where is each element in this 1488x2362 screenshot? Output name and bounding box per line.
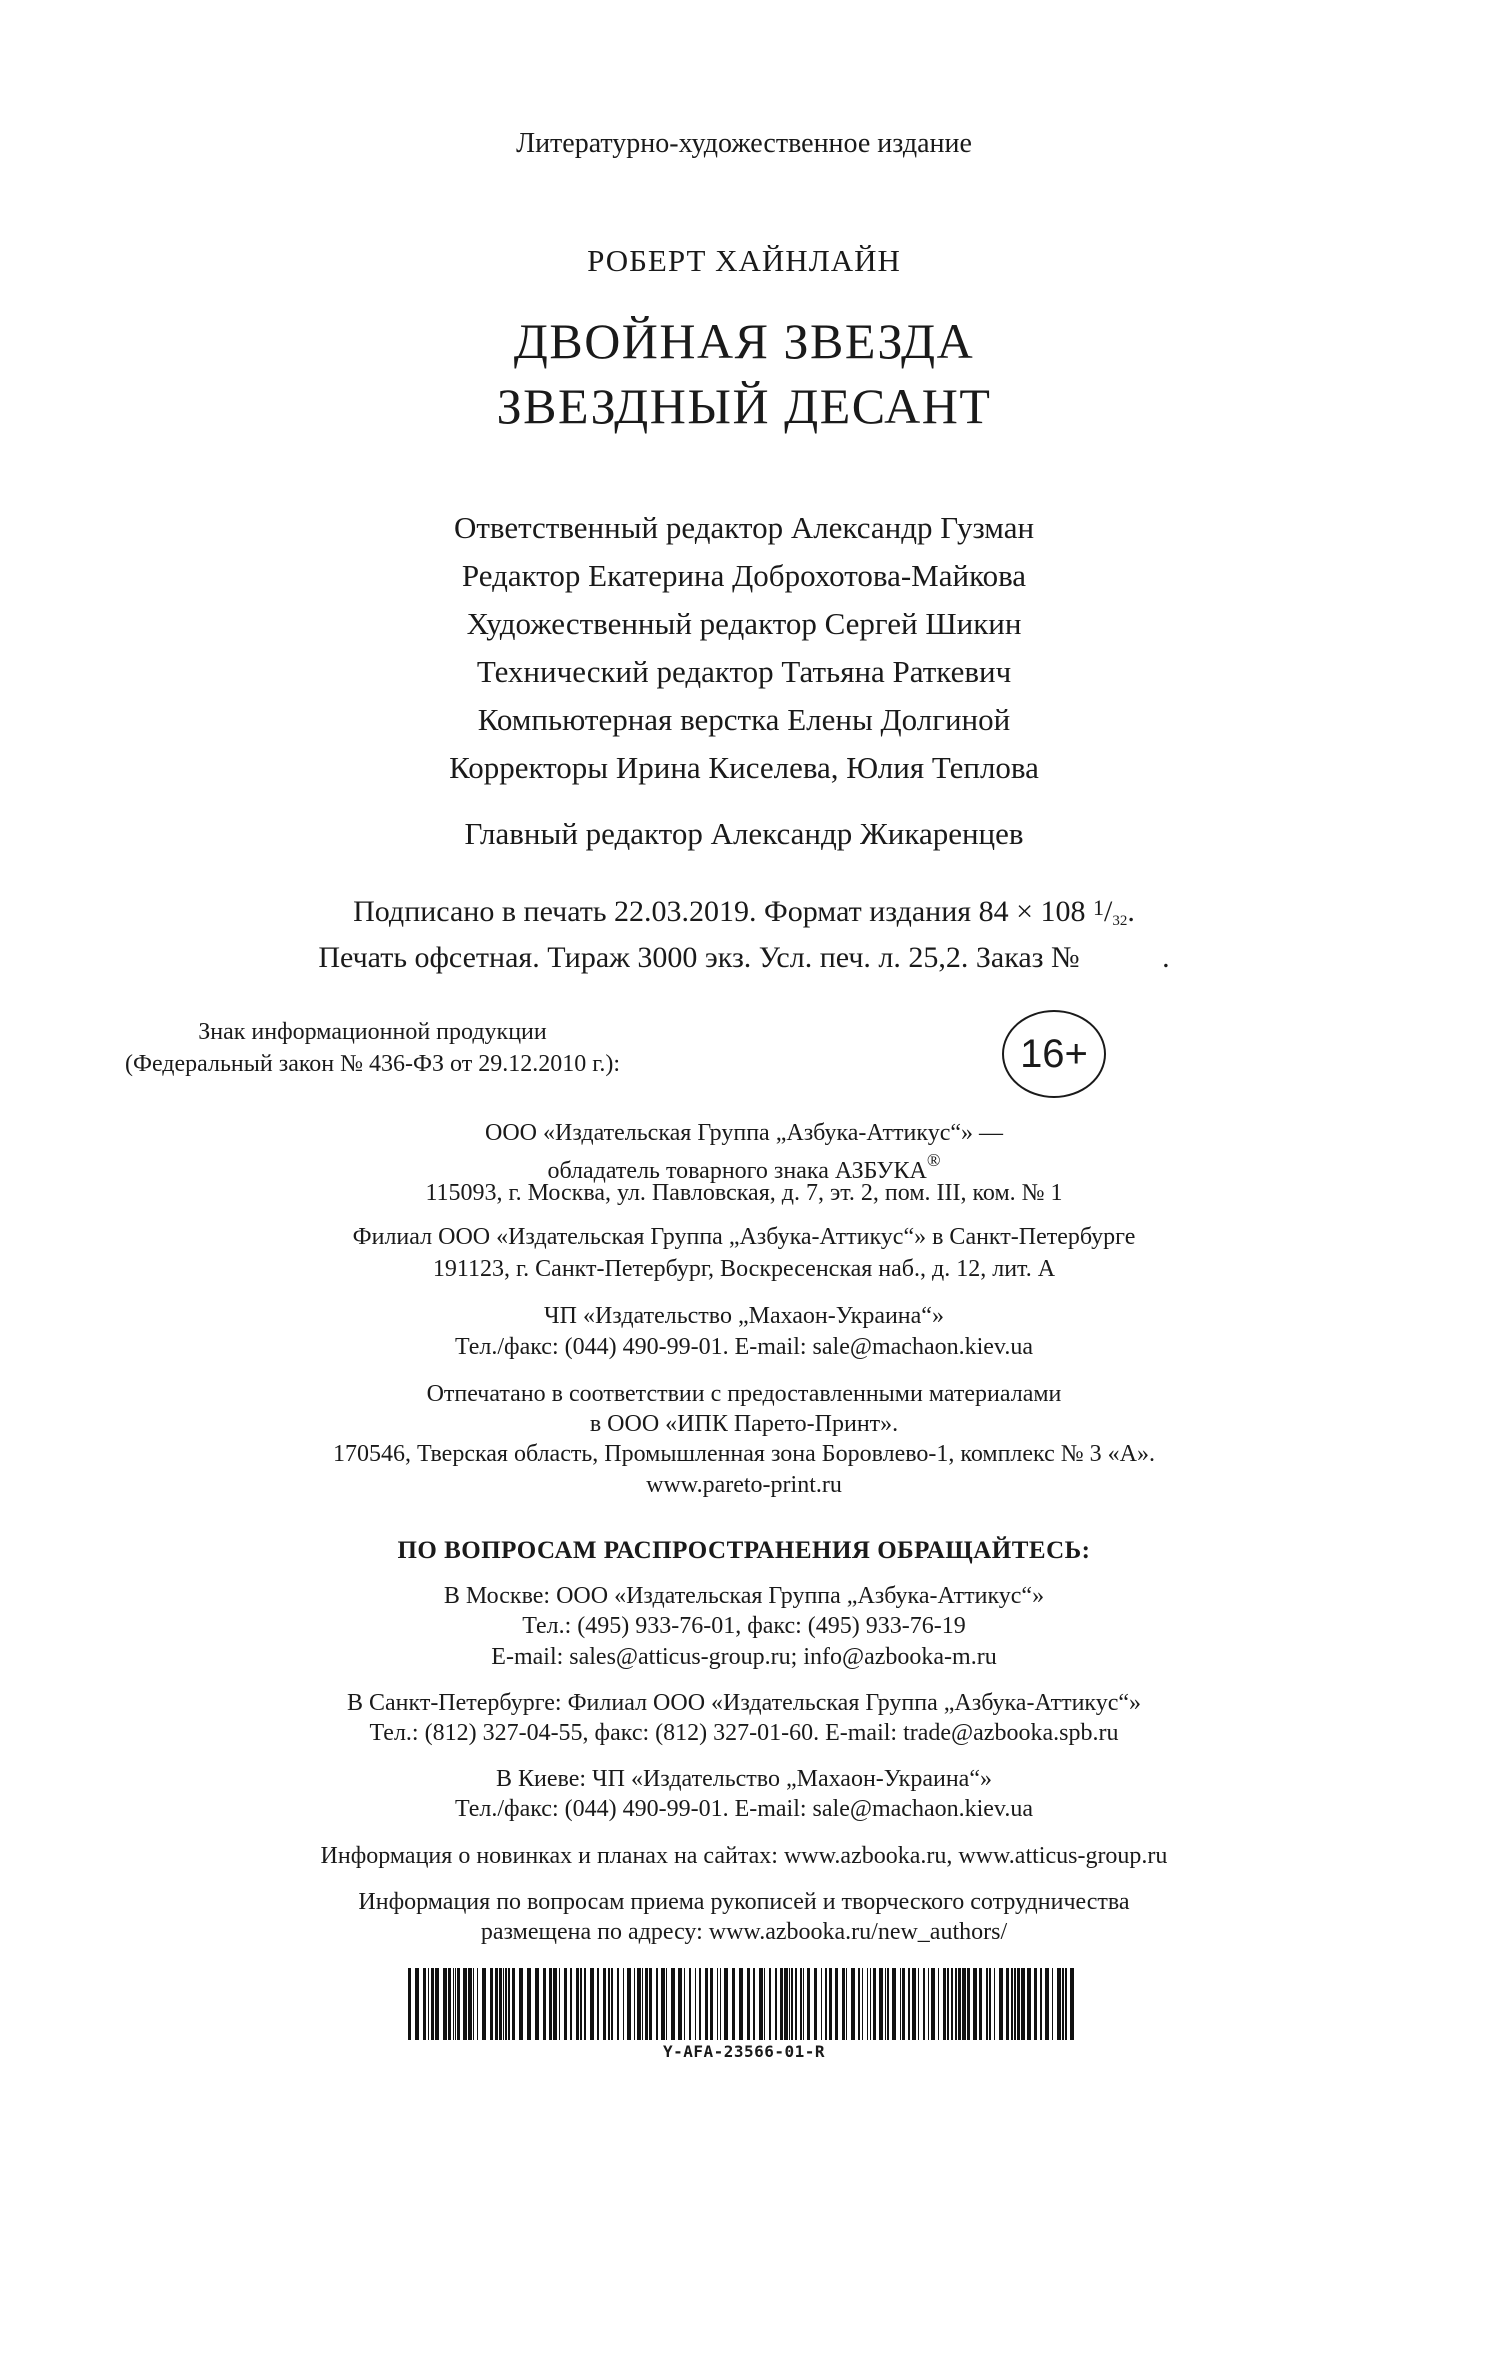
printer-line-1: Отпечатано в соответствии с предоставленными материалами (426, 1381, 1062, 1407)
ukraine-publisher: ЧП «Издательство „Махаон-Украина“» (544, 1303, 944, 1329)
credit-chief-editor: Главный редактор Александр Жикаренцев (464, 816, 1024, 851)
moscow-email: E-mail: sales@atticus-group.ru; info@azbooka-m.ru (491, 1644, 997, 1670)
print-run-text: Печать офсетная. Тираж 3000 экз. Усл. печ. л. 25,2. Заказ № (318, 941, 1080, 974)
kiev-contacts: Тел./факс: (044) 490-99-01. E-mail: sale@machaon.kiev.ua (454, 1796, 1034, 1822)
age-rating-badge: 16+ (1002, 1010, 1106, 1098)
publisher-address: 115093, г. Москва, ул. Павловская, д. 7, эт. 2, пом. III, ком. № 1 (425, 1180, 1063, 1206)
publisher-trademark-text: обладатель товарного знака АЗБУКА (547, 1158, 927, 1184)
printer-address: 170546, Тверская область, Промышленная зона Боровлево-1, комплекс № 3 «А». (333, 1441, 1155, 1467)
barcode (408, 1968, 1080, 2068)
spb-distributor: В Санкт-Петербурге: Филиал ООО «Издательская Группа „Азбука-Аттикус“» (346, 1690, 1142, 1716)
moscow-phones: Тел.: (495) 933-76-01, факс: (495) 933-76-19 (522, 1613, 966, 1639)
print-info-line-2 (0, 941, 1488, 975)
credit-technical-editor: Технический редактор Татьяна Раткевич (476, 654, 1012, 689)
credit-art-editor: Художественный редактор Сергей Шикин (466, 606, 1022, 641)
branch-name: Филиал ООО «Издательская Группа „Азбука-Аттикус“» в Санкт-Петербурге (352, 1224, 1136, 1250)
credit-responsible-editor: Ответственный редактор Александр Гузман (453, 510, 1035, 545)
age-rating-block (0, 1010, 1488, 1110)
print-line2-end: . (1162, 941, 1170, 974)
print-signed-text: Подписано в печать 22.03.2019. Формат издания 84 × 108 (353, 895, 1086, 928)
branch-address: 191123, г. Санкт-Петербург, Воскресенская наб., д. 12, лит. А (432, 1256, 1056, 1282)
moscow-distributor: В Москве: ООО «Издательская Группа „Азбука-Аттикус“» (443, 1583, 1045, 1609)
spb-contacts: Тел.: (812) 327-04-55, факс: (812) 327-01-60. E-mail: trade@azbooka.spb.ru (369, 1720, 1119, 1746)
format-fraction-denominator: 32 (1112, 913, 1128, 929)
kiev-distributor: В Киеве: ЧП «Издательство „Махаон-Украина“» (496, 1766, 992, 1792)
ukraine-contact: Тел./факс: (044) 490-99-01. E-mail: sale@machaon.kiev.ua (454, 1334, 1034, 1360)
printer-website: www.pareto-print.ru (646, 1472, 842, 1498)
print-line1-end: . (1127, 895, 1135, 928)
print-info-line-1: Подписано в печать 22.03.2019. Формат издания 84 × 108 $^1$/32. (353, 895, 1135, 929)
age-rating-label: Знак информационной продукции (198, 1019, 547, 1045)
book-title-1: ДВОЙНАЯ ЗВЕЗДА (513, 313, 975, 369)
author-name: РОБЕРТ ХАЙНЛАЙН (587, 243, 901, 278)
book-title-2: ЗВЕЗДНЫЙ ДЕСАНТ (496, 378, 992, 434)
format-fraction-numerator: 1 (1093, 895, 1105, 920)
credit-proofreaders: Корректоры Ирина Киселева, Юлия Теплова (449, 750, 1039, 785)
barcode-caption: Y-AFA-23566-01-R (662, 2042, 826, 2061)
credit-layout: Компьютерная верстка Елены Долгиной (477, 702, 1011, 737)
info-websites: Информация о новинках и планах на сайтах: www.azbooka.ru, www.atticus-group.ru (320, 1843, 1168, 1869)
genre-label: Литературно-художественное издание (516, 128, 972, 159)
credit-editor: Редактор Екатерина Доброхотова-Майкова (461, 558, 1027, 593)
age-rating-text (125, 1016, 620, 1080)
distribution-heading: ПО ВОПРОСАМ РАСПРОСТРАНЕНИЯ ОБРАЩАЙТЕСЬ: (397, 1537, 1091, 1564)
registered-mark: ® (926, 1150, 941, 1170)
age-rating-law: (Федеральный закон № 436-ФЗ от 29.12.2010 г.): (124, 1051, 620, 1077)
barcode-bars (408, 1968, 1080, 2040)
manuscripts-info-2: размещена по адресу: www.azbooka.ru/new_authors/ (480, 1919, 1008, 1945)
publisher-name: ООО «Издательская Группа „Азбука-Аттикус“» — (485, 1120, 1003, 1146)
printer-line-2: в ООО «ИПК Парето-Принт». (589, 1411, 899, 1437)
manuscripts-info-1: Информация по вопросам приема рукописей и творческого сотрудничества (358, 1889, 1130, 1915)
